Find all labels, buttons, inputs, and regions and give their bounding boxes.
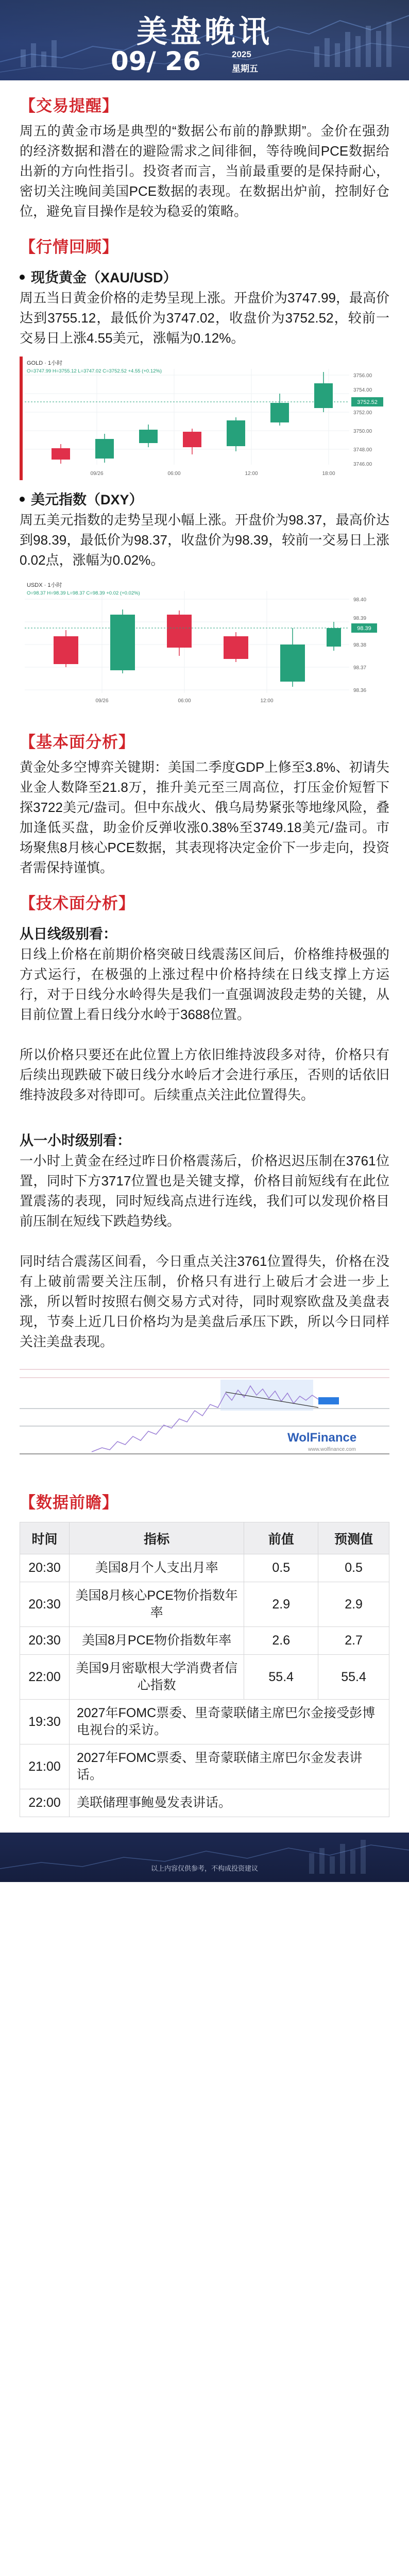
spacer (20, 1105, 389, 1125)
usd-candle (224, 636, 248, 659)
gold-candle (270, 403, 289, 422)
usd-candle (327, 628, 341, 647)
gold-subhead (20, 267, 389, 288)
cell-indicator: 美国9月密歇根大学消费者信心指数 (69, 1655, 244, 1700)
usd-chart-quote: O=98.37 H=98.39 L=98.37 C=98.39 +0.02 (+0.02%) (27, 590, 140, 596)
cell-indicator: 美国8月核心PCE物价指数年率 (69, 1582, 244, 1627)
cell-forecast: 0.5 (318, 1554, 389, 1582)
header-weekday: 星期五 (232, 64, 258, 74)
table-row (20, 1582, 389, 1627)
gold-candle (52, 448, 70, 460)
section-reminder (0, 80, 409, 222)
gold-candle (314, 383, 333, 408)
gold-price-tick: 3746.00 (353, 462, 372, 467)
usd-candle (110, 615, 135, 670)
col-time: 时间 (20, 1522, 70, 1554)
cell-prev: 55.4 (244, 1655, 318, 1700)
gold-chart-accent (20, 357, 23, 480)
gold-chart (20, 357, 389, 480)
spacer (20, 1231, 389, 1251)
bullet-icon (20, 497, 25, 502)
usd-candle (54, 636, 78, 664)
header-banner (0, 0, 409, 80)
technical-chart-svg (20, 1359, 389, 1467)
cell-event: 2027年FOMC票委、里奇蒙联储主席巴尔金接受彭博电视台的采访。 (69, 1700, 389, 1744)
usd-subhead (20, 489, 389, 510)
hour-text-2: 同时结合震荡区间看，今日重点关注3761位置得失，价格在没有上破前需要关注压制，价格只有进行上破后才会进一步上涨，所以暂时按照右侧交易方式对待，同时观察欧盘及美盘表现，节奏上近几日价格均为是美盘后承压下跌，所以今日同样关注美盘表现。 (20, 1253, 389, 1349)
section-fundamental (0, 717, 409, 878)
calendar-table (20, 1522, 389, 1817)
section-title-calendar: 【数据前瞻】 (20, 1494, 118, 1512)
header-year: 2025 (232, 49, 251, 59)
cell-indicator: 美国8月个人支出月率 (69, 1554, 244, 1582)
section-title-review: 【行情回顾】 (20, 238, 118, 256)
col-indicator: 指标 (69, 1522, 244, 1554)
cell-time: 19:30 (20, 1700, 70, 1744)
reminder-text: 周五的黄金市场是典型的“数据公布前的静默期”。金价在强劲的经济数据和潜在的避险需求之间徘徊，等待晚间PCE数据给出新的方向性指引。投资者而言，当前最重要的是保持耐心，密切关注晚间美国PCE数据的表现。在数据出炉前，控制好仓位，避免盲目操作是较为稳妥的策略。 (20, 123, 389, 219)
table-header-row (20, 1522, 389, 1554)
col-forecast: 预测值 (318, 1522, 389, 1554)
cell-event: 2027年FOMC票委、里奇蒙联储主席巴尔金发表讲话。 (69, 1744, 389, 1789)
spacer (20, 1025, 389, 1045)
event-row (20, 1700, 389, 1744)
usd-price-tick: 98.36 (353, 688, 367, 693)
table-row (20, 1655, 389, 1700)
fundamental-text: 黄金处多空博弈关键期：美国二季度GDP上修至3.8%、初请失业金人数降至21.8万，推升美元至三周高位，打压金价短暂下探3722美元/盎司。但中东战火、俄乌局势紧张等地缘风险，叠加逢低买盘，助金价反弹收涨0.38%至3749.18美元/盎司。市场聚焦8月核心PCE数据，其表现将决定金价下一步走向，投资者需保持谨慎。 (20, 759, 389, 875)
gold-candle (139, 430, 158, 443)
header-date: 09/ 26 (111, 46, 201, 76)
cell-time: 22:00 (20, 1655, 70, 1700)
usd-price-tick: 98.37 (353, 665, 367, 671)
daily-subhead: 从日线级别看： (20, 926, 117, 942)
usd-subhead-label: 美元指数（DXY） (31, 492, 143, 507)
usd-review-text: 周五美元指数的走势呈现小幅上涨。开盘价为98.37，最高价达到98.39，最低价为98.37，收盘价为98.39，较前一交易日上涨0.02点，涨幅为0.02%。 (20, 512, 389, 568)
brand-logo: WolFinance (287, 1431, 357, 1445)
usd-candle (280, 645, 305, 682)
section-calendar (0, 1477, 409, 1817)
gold-last-price: 3752.52 (357, 399, 378, 405)
cell-prev: 0.5 (244, 1554, 318, 1582)
usd-time-tick: 12:00 (260, 698, 274, 704)
gold-chart-symbol: GOLD · 1小时 (27, 360, 63, 366)
gold-time-tick: 12:00 (245, 471, 258, 477)
gold-time-tick: 09/26 (90, 471, 104, 477)
section-technical (0, 878, 409, 1470)
usd-last-price: 98.39 (357, 625, 371, 632)
gold-price-tick: 3756.00 (353, 373, 372, 379)
usd-candle (167, 615, 192, 648)
gold-price-tick: 3748.00 (353, 447, 372, 453)
cell-forecast: 55.4 (318, 1655, 389, 1700)
cell-time: 20:30 (20, 1582, 70, 1627)
hour-subhead: 从一小时级别看： (20, 1133, 131, 1148)
hour-text-1: 一小时上黄金在经过昨日价格震荡后，价格迟迟压制在3761位置，同时下方3717位置也是关键支撑，价格目前短线有在此位置震荡的表现，同时短线高点进行连线，我们可以发现价格目前压制在短线下跌趋势线。 (20, 1153, 389, 1229)
gold-candle (227, 420, 245, 446)
usd-chart-svg (20, 579, 389, 707)
table-row (20, 1627, 389, 1655)
cell-indicator: 美国8月PCE物价指数年率 (69, 1627, 244, 1655)
gold-price-tick: 3754.00 (353, 387, 372, 393)
cell-time: 21:00 (20, 1744, 70, 1789)
section-title-technical: 【技术面分析】 (20, 894, 135, 912)
gold-time-tick: 18:00 (322, 471, 335, 477)
cell-prev: 2.6 (244, 1627, 318, 1655)
cell-forecast: 2.9 (318, 1582, 389, 1627)
usd-chart (20, 579, 389, 707)
section-title-reminder: 【交易提醒】 (20, 97, 118, 115)
section-review (0, 222, 409, 707)
usd-price-tick: 98.38 (353, 642, 367, 648)
cell-time: 20:30 (20, 1627, 70, 1655)
col-prev: 前值 (244, 1522, 318, 1554)
gold-time-tick: 06:00 (167, 471, 181, 477)
table-row (20, 1554, 389, 1582)
cell-forecast: 2.7 (318, 1627, 389, 1655)
gold-candle (183, 432, 201, 447)
gold-subhead-label: 现货黄金（XAU/USD） (31, 270, 177, 285)
usd-price-tick: 98.39 (353, 616, 367, 621)
usd-chart-symbol: USDX · 1小时 (27, 582, 62, 588)
bullet-icon (20, 275, 25, 280)
brand-site: www.wolfinance.com (308, 1447, 356, 1452)
cell-time: 20:30 (20, 1554, 70, 1582)
gold-review-text: 周五当日黄金价格的走势呈现上涨。开盘价为3747.99，最高价达到3755.12，最低价为3747.02，收盘价为3752.52，较前一交易日上涨4.55美元，涨幅为0.12%。 (20, 290, 389, 346)
usd-time-tick: 06:00 (178, 698, 191, 704)
event-row (20, 1789, 389, 1817)
cell-time: 22:00 (20, 1789, 70, 1817)
price-tag (318, 1397, 339, 1404)
daily-text-1: 日线上价格在前期价格突破日线震荡区间后，价格维持极强的方式运行，在极强的上涨过程中价格持续在日线支撑上方运行，对于日线分水岭得失是我们一直强调波段走势的关键，从目前位置上看日线分水岭于3688位置。 (20, 946, 389, 1022)
section-title-fundamental: 【基本面分析】 (20, 733, 135, 751)
footer-banner (0, 1833, 409, 1882)
page-title: 美盘晚讯 (137, 14, 272, 50)
cell-event: 美联储理事鲍曼发表讲话。 (69, 1789, 389, 1817)
usd-price-tick: 98.40 (353, 597, 367, 603)
gold-chart-svg (20, 357, 389, 480)
daily-text-2: 所以价格只要还在此位置上方依旧维持波段多对待，价格只有后续出现跌破下破日线分水岭后才会进行承压，否则的话依旧维持波段多对待即可。后续重点关注此位置得失。 (20, 1047, 389, 1103)
gold-chart-quote: O=3747.99 H=3755.12 L=3747.02 C=3752.52 +4.55 (+0.12%) (27, 368, 162, 374)
cell-prev: 2.9 (244, 1582, 318, 1627)
gold-price-tick: 3750.00 (353, 429, 372, 434)
gold-price-tick: 3752.00 (353, 410, 372, 416)
event-row (20, 1744, 389, 1789)
footer-disclaimer: 以上内容仅供参考，不构成投资建议 (150, 1865, 258, 1872)
footer-decoration (0, 1833, 409, 1882)
usd-time-tick: 09/26 (95, 698, 109, 704)
technical-chart (20, 1359, 389, 1470)
gold-candle (95, 439, 114, 459)
